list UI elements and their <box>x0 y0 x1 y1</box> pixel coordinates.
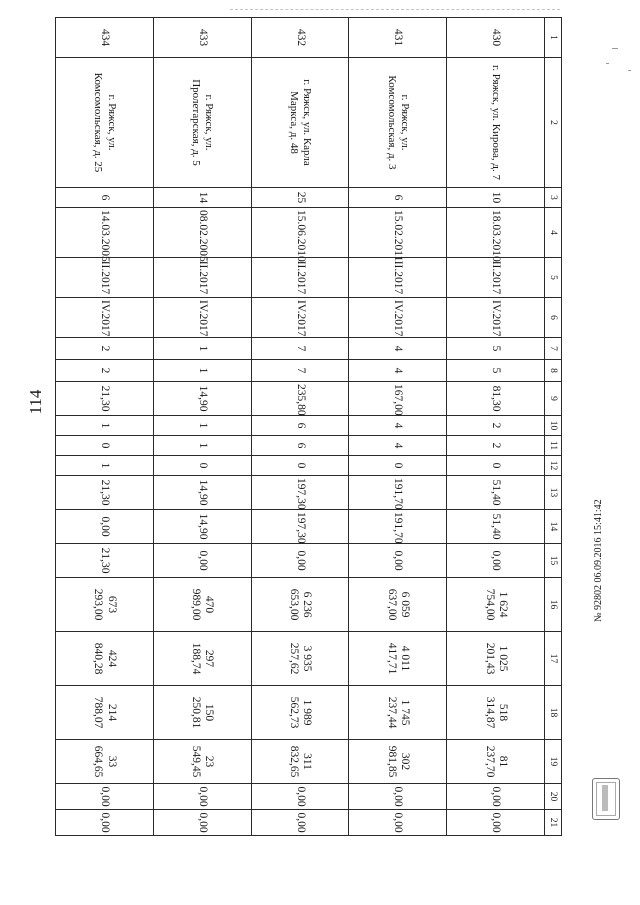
value-cell: 4 <box>349 338 447 360</box>
value-cell: 302 981,85 <box>349 740 447 784</box>
address-cell: г. Ряжск, ул. Карла Маркса, д. 48 <box>251 58 349 188</box>
value-cell: 1 624 754,00 <box>447 578 545 632</box>
value-cell: II.2017 <box>447 258 545 298</box>
column-number-4: 4 <box>545 208 562 258</box>
value-cell: 0,00 <box>251 784 349 810</box>
value-cell: 0 <box>56 436 154 456</box>
table-row <box>56 18 154 836</box>
value-cell: 0,00 <box>349 544 447 578</box>
value-cell: 0,00 <box>153 810 251 836</box>
column-number-row <box>545 18 562 836</box>
value-cell: 297 188,74 <box>153 632 251 686</box>
row-number-cell: 430 <box>447 18 545 58</box>
value-cell: 0,00 <box>153 784 251 810</box>
value-cell: 0,00 <box>56 784 154 810</box>
column-number-13: 13 <box>545 476 562 510</box>
value-cell: 470 989,00 <box>153 578 251 632</box>
table-rotated <box>55 17 562 833</box>
row-number-cell: 434 <box>56 18 154 58</box>
value-cell: 14,90 <box>153 476 251 510</box>
value-cell: 0,00 <box>251 544 349 578</box>
value-cell: IV.2017 <box>56 298 154 338</box>
value-cell: 1 745 237,44 <box>349 686 447 740</box>
value-cell: 0 <box>251 456 349 476</box>
value-cell: 673 293,00 <box>56 578 154 632</box>
value-cell: 424 840,28 <box>56 632 154 686</box>
value-cell: 1 <box>56 456 154 476</box>
value-cell: 21,30 <box>56 382 154 416</box>
value-cell: 4 011 417,71 <box>349 632 447 686</box>
value-cell: 1 <box>153 360 251 382</box>
column-number-6: 6 <box>545 298 562 338</box>
value-cell: 1 <box>153 436 251 456</box>
column-number-10: 10 <box>545 416 562 436</box>
stamp-logo <box>592 778 620 820</box>
value-cell: 1 <box>56 416 154 436</box>
value-cell: 0,00 <box>447 810 545 836</box>
column-number-1: 1 <box>545 18 562 58</box>
value-cell: IV.2017 <box>349 298 447 338</box>
column-number-2: 2 <box>545 58 562 188</box>
value-cell: IV.2017 <box>153 298 251 338</box>
value-cell: 15.02.2011 <box>349 208 447 258</box>
column-number-8: 8 <box>545 360 562 382</box>
value-cell: 81 237,70 <box>447 740 545 784</box>
scan-edge-marks <box>230 9 560 11</box>
value-cell: 0 <box>153 456 251 476</box>
column-number-12: 12 <box>545 456 562 476</box>
value-cell: 51,40 <box>447 476 545 510</box>
column-number-18: 18 <box>545 686 562 740</box>
value-cell: 0,00 <box>251 810 349 836</box>
value-cell: 167,00 <box>349 382 447 416</box>
value-cell: 25 <box>251 188 349 208</box>
column-number-9: 9 <box>545 382 562 416</box>
column-number-14: 14 <box>545 510 562 544</box>
value-cell: 7 <box>251 338 349 360</box>
value-cell: 10 <box>447 188 545 208</box>
value-cell: 6 <box>349 188 447 208</box>
value-cell: 1 <box>153 338 251 360</box>
document-sheet <box>55 18 562 833</box>
value-cell: 6 236 653,00 <box>251 578 349 632</box>
table-body <box>56 18 545 836</box>
value-cell: 311 832,65 <box>251 740 349 784</box>
column-number-21: 21 <box>545 810 562 836</box>
row-number-cell: 432 <box>251 18 349 58</box>
page-number: 114 <box>26 389 45 415</box>
value-cell: 5 <box>447 338 545 360</box>
table-row <box>251 18 349 836</box>
value-cell: 1 989 562,73 <box>251 686 349 740</box>
value-cell: 23 549,45 <box>153 740 251 784</box>
column-number-20: 20 <box>545 784 562 810</box>
value-cell: 18.03.2010 <box>447 208 545 258</box>
value-cell: 33 664,65 <box>56 740 154 784</box>
value-cell: 0,00 <box>349 810 447 836</box>
value-cell: 214 788,07 <box>56 686 154 740</box>
value-cell: II.2017 <box>349 258 447 298</box>
registration-note: № 92802 06.09.2016 15:41:42 <box>593 499 604 622</box>
value-cell: 0 <box>447 456 545 476</box>
column-number-19: 19 <box>545 740 562 784</box>
value-cell: 518 314,87 <box>447 686 545 740</box>
row-number-cell: 431 <box>349 18 447 58</box>
address-cell: г. Ряжск, ул. Кирова, д. 7 <box>447 58 545 188</box>
value-cell: 14 <box>153 188 251 208</box>
scan-speck <box>606 63 609 64</box>
row-number-cell: 433 <box>153 18 251 58</box>
column-number-7: 7 <box>545 338 562 360</box>
value-cell: 7 <box>251 360 349 382</box>
value-cell: 3 935 257,62 <box>251 632 349 686</box>
value-cell: 08.02.2005 <box>153 208 251 258</box>
table-row <box>153 18 251 836</box>
value-cell: 6 <box>56 188 154 208</box>
value-cell: 0,00 <box>153 544 251 578</box>
value-cell: 51,40 <box>447 510 545 544</box>
address-cell: г. Ряжск, ул. Пролетарская, д. 5 <box>153 58 251 188</box>
value-cell: 197,30 <box>251 510 349 544</box>
column-number-16: 16 <box>545 578 562 632</box>
scan-speck <box>612 48 618 49</box>
value-cell: 14,90 <box>153 382 251 416</box>
value-cell: 0,00 <box>349 784 447 810</box>
value-cell: 21,30 <box>56 544 154 578</box>
value-cell: II.2017 <box>251 258 349 298</box>
address-cell: г. Ряжск, ул. Комсомольская, д. 25 <box>56 58 154 188</box>
value-cell: 191,70 <box>349 476 447 510</box>
value-cell: 6 <box>251 436 349 456</box>
table-row <box>447 18 545 836</box>
value-cell: 4 <box>349 436 447 456</box>
value-cell: 150 250,81 <box>153 686 251 740</box>
column-number-17: 17 <box>545 632 562 686</box>
value-cell: 2 <box>447 436 545 456</box>
value-cell: 197,30 <box>251 476 349 510</box>
value-cell: 2 <box>56 360 154 382</box>
value-cell: 0,00 <box>447 544 545 578</box>
data-table <box>55 17 562 836</box>
value-cell: 0 <box>349 456 447 476</box>
value-cell: 6 <box>251 416 349 436</box>
scan-speck <box>628 70 631 71</box>
value-cell: 2 <box>56 338 154 360</box>
value-cell: 14,90 <box>153 510 251 544</box>
value-cell: 191,70 <box>349 510 447 544</box>
value-cell: IV.2017 <box>251 298 349 338</box>
value-cell: 235,80 <box>251 382 349 416</box>
column-number-5: 5 <box>545 258 562 298</box>
value-cell: 0,00 <box>56 510 154 544</box>
value-cell: 4 <box>349 360 447 382</box>
value-cell: 15.06.2010 <box>251 208 349 258</box>
address-cell: г. Ряжск, ул. Комсомольская, д. 3 <box>349 58 447 188</box>
table-row <box>349 18 447 836</box>
value-cell: 81,30 <box>447 382 545 416</box>
value-cell: 21,30 <box>56 476 154 510</box>
value-cell: 0,00 <box>447 784 545 810</box>
value-cell: II.2017 <box>153 258 251 298</box>
value-cell: 14.03.2005 <box>56 208 154 258</box>
value-cell: 1 <box>153 416 251 436</box>
column-number-11: 11 <box>545 436 562 456</box>
value-cell: 1 025 201,43 <box>447 632 545 686</box>
value-cell: 4 <box>349 416 447 436</box>
value-cell: IV.2017 <box>447 298 545 338</box>
value-cell: II.2017 <box>56 258 154 298</box>
value-cell: 5 <box>447 360 545 382</box>
column-number-3: 3 <box>545 188 562 208</box>
value-cell: 0,00 <box>56 810 154 836</box>
column-number-15: 15 <box>545 544 562 578</box>
value-cell: 6 059 637,00 <box>349 578 447 632</box>
value-cell: 2 <box>447 416 545 436</box>
